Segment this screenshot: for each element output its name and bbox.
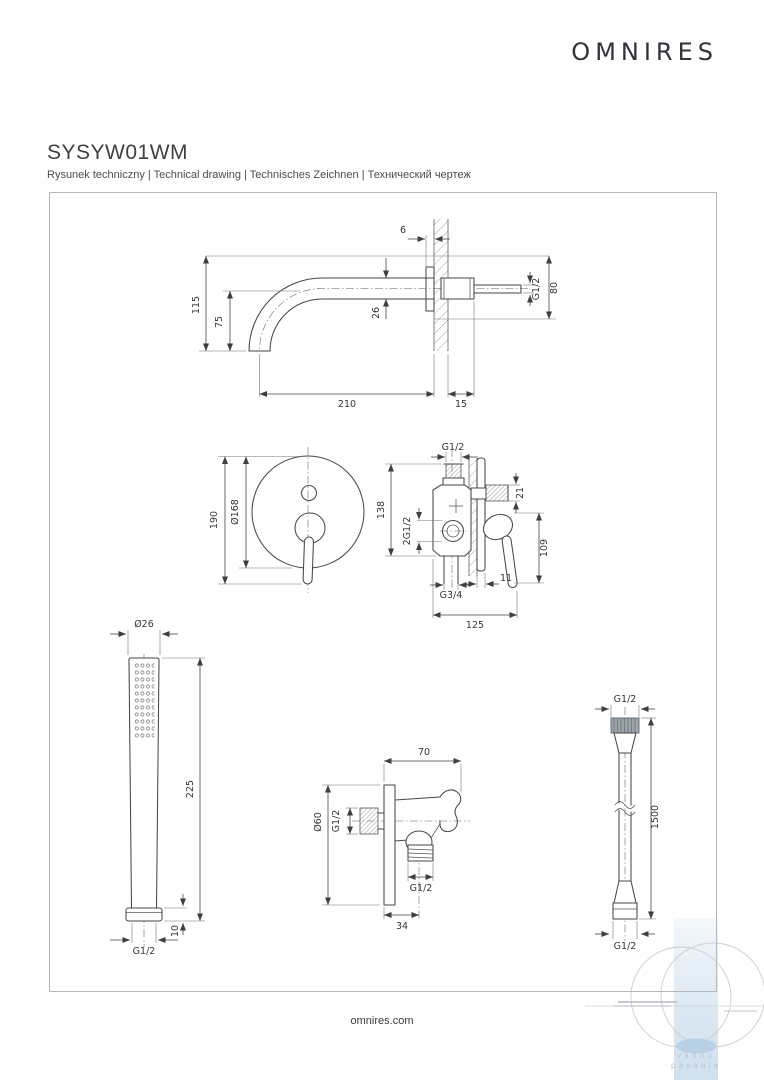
mixer-plate-offset-dim: 11 bbox=[500, 573, 513, 584]
handshower-thread-dim: G1/2 bbox=[132, 946, 156, 957]
diverter-knob bbox=[302, 486, 317, 501]
mixer-front-drawing bbox=[209, 447, 364, 593]
mixer-handle-length-dim: 109 bbox=[539, 538, 550, 558]
spout-escutcheon bbox=[426, 267, 434, 311]
elbow-inlet-thread-dim: G1/2 bbox=[331, 809, 342, 833]
omnires-logo: OMNIRES bbox=[571, 38, 718, 66]
spout-drawing bbox=[191, 219, 560, 410]
spout-centerline bbox=[260, 289, 529, 352]
spout-wall-union bbox=[441, 278, 474, 299]
elbow-outlet-thread-dim: G1/2 bbox=[409, 883, 433, 894]
elbow-drawing bbox=[313, 747, 470, 932]
mixer-plate-diameter-dim: Ø168 bbox=[230, 499, 241, 525]
footer-url: omnires.com bbox=[350, 1015, 414, 1027]
hose-bottom-thread-dim: G1/2 bbox=[613, 941, 637, 952]
handshower-drawing bbox=[110, 619, 205, 957]
mixer-total-height-dim: 190 bbox=[209, 510, 220, 530]
spout-plate-thickness-dim: 6 bbox=[399, 225, 407, 236]
spout-total-height-dim: 115 bbox=[191, 295, 202, 315]
handshower-length-dim: 225 bbox=[185, 779, 196, 799]
elbow-offset-dim: 34 bbox=[395, 921, 409, 932]
shower-outlet-thread bbox=[486, 485, 508, 501]
mixer-top-thread-dim: G1/2 bbox=[441, 442, 465, 453]
mixer-lever bbox=[303, 537, 314, 584]
spout-inlet-height-dim: 80 bbox=[549, 281, 560, 295]
handshower-nut bbox=[126, 908, 162, 921]
handshower-diameter-dim: Ø26 bbox=[134, 619, 154, 630]
mixer-side-thread-dim: 2G1/2 bbox=[402, 516, 413, 546]
handshower-nut-dim: 10 bbox=[170, 924, 181, 938]
drawing-frame bbox=[49, 192, 717, 992]
hose-bottom-nut bbox=[613, 903, 637, 919]
hose-drawing bbox=[595, 694, 661, 952]
spout-diameter-dim: 26 bbox=[371, 306, 382, 320]
elbow-plate bbox=[384, 785, 395, 905]
spray-nozzles bbox=[134, 662, 155, 740]
top-inlet-thread bbox=[446, 464, 461, 478]
product-code: SYSYW01WM bbox=[47, 141, 189, 164]
spout-reach-dim: 210 bbox=[337, 399, 357, 410]
mixer-total-depth-dim: 125 bbox=[465, 620, 485, 631]
hose-top-thread-dim: G1/2 bbox=[613, 694, 637, 705]
mixer-escutcheon-side bbox=[477, 458, 485, 571]
spout-drop-dim: 75 bbox=[214, 315, 225, 329]
hose-break-symbol bbox=[615, 802, 635, 809]
spout-wall-depth-dim: 15 bbox=[454, 399, 468, 410]
elbow-inlet-thread bbox=[360, 808, 378, 834]
spout-outline bbox=[249, 278, 434, 351]
technical-drawings bbox=[50, 193, 716, 991]
watermark-text-line2: pasaule bbox=[670, 1061, 722, 1070]
mixer-bottom-thread-dim: G3/4 bbox=[439, 590, 463, 601]
mixer-body-height-dim: 138 bbox=[376, 500, 387, 520]
spout-thread-dim: G1/2 bbox=[531, 277, 542, 301]
shower-holder bbox=[440, 790, 461, 832]
elbow-plate-diameter-dim: Ø60 bbox=[313, 812, 324, 832]
hose-length-dim: 1500 bbox=[650, 804, 661, 830]
drawing-subtitle: Rysunek techniczny | Technical drawing | Technisches Zeichnen | Технический чертеж bbox=[47, 169, 471, 181]
mixer-side-drawing bbox=[376, 442, 550, 631]
elbow-depth-dim: 70 bbox=[417, 747, 431, 758]
watermark-text-line1: vannu bbox=[676, 1051, 716, 1060]
mixer-outlet-length-dim: 21 bbox=[515, 486, 526, 500]
